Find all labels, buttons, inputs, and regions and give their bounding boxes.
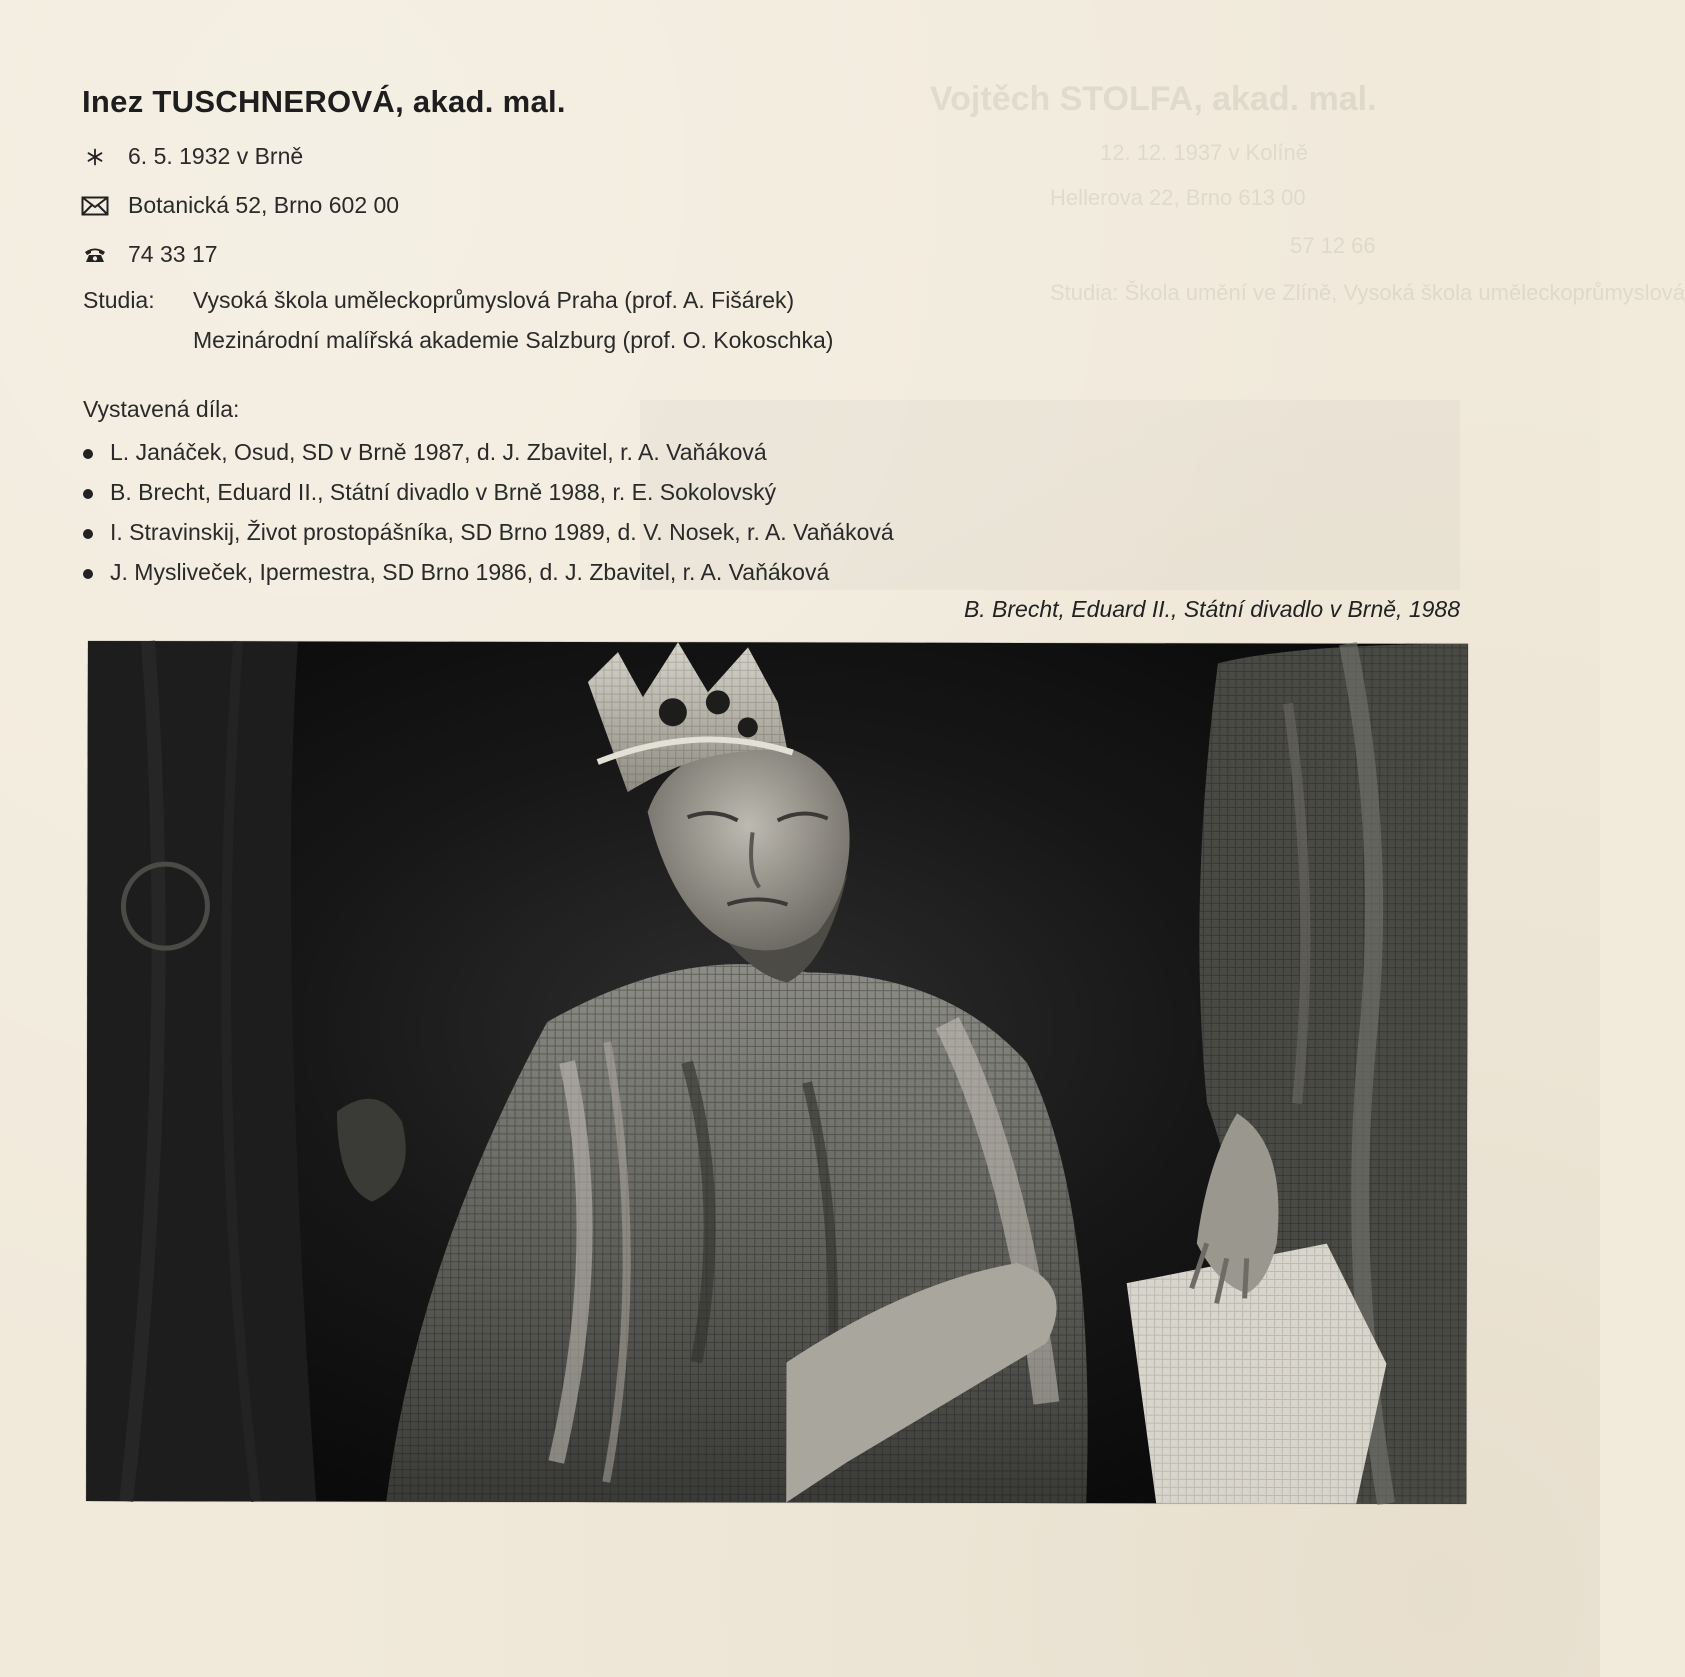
birth-text: 6. 5. 1932 v Brně <box>128 143 304 169</box>
artist-name: Inez TUSCHNEROVÁ, akad. mal. <box>82 84 566 119</box>
photo-caption: B. Brecht, Eduard II., Státní divadlo v Brně, 1988 <box>963 596 1460 622</box>
address-text: Botanická 52, Brno 602 00 <box>128 192 400 218</box>
phone-row <box>82 241 218 268</box>
studies-item: Mezinárodní malířská akademie Salzburg (prof. O. Kokoschka) <box>193 327 834 353</box>
show-through-line: Studia: Škola umění ve Zlíně, Vysoká škola uměleckoprůmyslová <box>1050 280 1685 305</box>
works-list-item <box>83 472 894 512</box>
show-through-line: 12. 12. 1937 v Kolíně <box>1100 140 1308 165</box>
phone-text: 74 33 17 <box>128 241 218 267</box>
asterisk-icon <box>82 148 108 166</box>
bullet-icon <box>83 529 93 539</box>
birth-row <box>82 143 303 170</box>
bullet-icon <box>83 449 93 459</box>
works-item-text: L. Janáček, Osud, SD v Brně 1987, d. J. Zbavitel, r. A. Vaňáková <box>110 438 767 465</box>
bullet-icon <box>83 569 93 579</box>
telephone-icon <box>82 246 108 264</box>
show-through-line: 57 12 66 <box>1290 233 1376 258</box>
studies-label: Studia: <box>83 287 155 313</box>
works-list-item <box>83 552 894 592</box>
works-list-item <box>83 512 894 552</box>
address-row <box>82 192 399 219</box>
works-item-text: B. Brecht, Eduard II., Státní divadlo v Brně 1988, r. E. Sokolovský <box>110 478 777 505</box>
works-item-text: I. Stravinskij, Život prostopášníka, SD Brno 1989, d. V. Nosek, r. A. Vaňáková <box>110 518 894 545</box>
show-through-line: Hellerova 22, Brno 613 00 <box>1050 185 1306 210</box>
works-list-item <box>83 432 894 472</box>
show-through-title: Vojtěch STOLFA, akad. mal. <box>930 80 1377 118</box>
stage-photo <box>86 641 1468 1504</box>
works-list <box>83 432 894 592</box>
stage-photo-illustration <box>86 641 1468 1504</box>
studies-item: Vysoká škola uměleckoprůmyslová Praha (prof. A. Fišárek) <box>193 287 795 313</box>
bullet-icon <box>83 489 93 499</box>
works-heading: Vystavená díla: <box>83 396 240 422</box>
works-item-text: J. Mysliveček, Ipermestra, SD Brno 1986, d. J. Zbavitel, r. A. Vaňáková <box>110 558 830 585</box>
envelope-icon <box>82 196 108 216</box>
